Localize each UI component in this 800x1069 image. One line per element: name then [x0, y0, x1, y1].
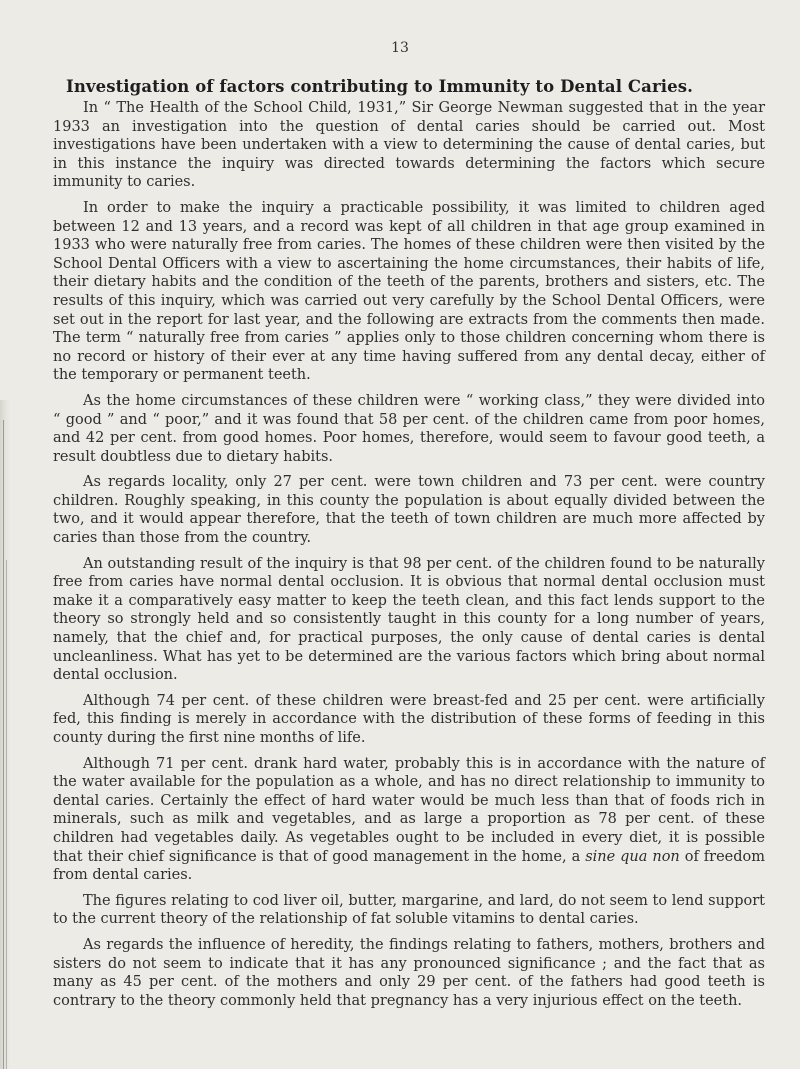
page-binding-line [3, 420, 4, 1069]
page-binding-line-inner [6, 560, 7, 1069]
paragraph-newman-inquiry: In “ The Health of the School Child, 1931,” Sir George Newman suggested that in the year 1933 an investigation into the question of dental caries should be carried out. Most investigations have been undertaken with a view to determining the cause of dental caries, but in this instance the inquiry was directed towards determining the factors which secure immunity to caries. [53, 100, 765, 191]
paragraph-dental-occlusion: An outstanding result of the inquiry is that 98 per cent. of the children found to be naturally free from caries have normal dental occlusion. It is obvious that normal dental occlusion must make it a comparatively easy matter to keep the teeth clean, and this fact lends support to the theory so strongly held and so consistently taught in this county for a long number of years, namely, that the chief and, for practical purposes, the only cause of dental caries is dental uncleanliness. What has yet to be determined are the various factors which bring about normal dental occlusion. [53, 555, 765, 684]
paragraph-inquiry-scope: In order to make the inquiry a practicable possibility, it was limited to children aged between 12 and 13 years, and a record was kept of all children in that age group examined in 1933 who were naturally free from caries. The homes of these children were then visited by the School Dental Officers with a view to ascertaining the home circumstances, their habits of life, their dietary habits and the condition of the teeth of the parents, brothers and sisters, etc. The results of this inquiry, which was carried out very carefully by the School Dental Officers, were set out in the report for last year, and the following are extracts from the comments then made. The term “ naturally free from caries ” applies only to those children concerning whom there is no record or history of their ever at any time having suffered from any dental decay, either of the temporary or permanent teeth. [53, 199, 765, 384]
latin-phrase: sine qua non [585, 848, 680, 865]
section-heading: Investigation of factors contributing to Immunity to Dental Caries. [66, 77, 693, 96]
paragraph-locality: As regards locality, only 27 per cent. were town children and 73 per cent. were country children. Roughly speaking, in this county the population is about equally divided between the two, and it would appear therefore, that the teeth of town children are much more affected by caries than those from the country. [53, 474, 765, 547]
page-binding-shadow [0, 400, 10, 1069]
page-number: 13 [391, 40, 409, 56]
hard-water-text-end: of freedom from dental caries. [53, 848, 766, 884]
paragraph-feeding: Although 74 per cent. of these children were breast-fed and 25 per cent. were artificially fed, this finding is merely in accordance with the distribution of these forms of feeding in this county during the first nine months of life. [53, 692, 765, 746]
paragraph-home-circumstances: As the home circumstances of these children were “ working class,” they were divided into “ good ” and “ poor,” and it was found that 58 per cent. of the children came from poor homes, and 42 per cent. from good homes. Poor homes, therefore, would seem to favour good teeth, a result doubtless due to dietary habits. [53, 392, 765, 465]
paragraph-fats-vitamins: The figures relating to cod liver oil, butter, margarine, and lard, do not seem to lend support to the current theory of the relationship of fat soluble vitamins to dental caries. [53, 892, 765, 928]
paragraph-heredity: As regards the influence of heredity, the findings relating to fathers, mothers, brothers and sisters do not seem to indicate that it has any pronounced significance ; and the fact that as many as 45 per cent. of the mothers and only 29 per cent. of the fathers had good teeth is contrary to the theory commonly held that pregnancy has a very injurious effect on the teeth. [53, 936, 765, 1009]
body-text [53, 99, 765, 1017]
hard-water-text: Although 71 per cent. drank hard water, probably this is in accordance with the nature of the water available for the population as a whole, and has no direct relationship to immunity to dental caries. Certainly the effect of hard water would be much less than that of foods rich in minerals, such as milk and vegetables, and as large a proportion as 78 per cent. of these children had vegetables daily. As vegetables ought to be included in every diet, it is possible that their chief significance is that of good management in the home, a [53, 755, 765, 865]
paragraph-hard-water [53, 755, 765, 885]
